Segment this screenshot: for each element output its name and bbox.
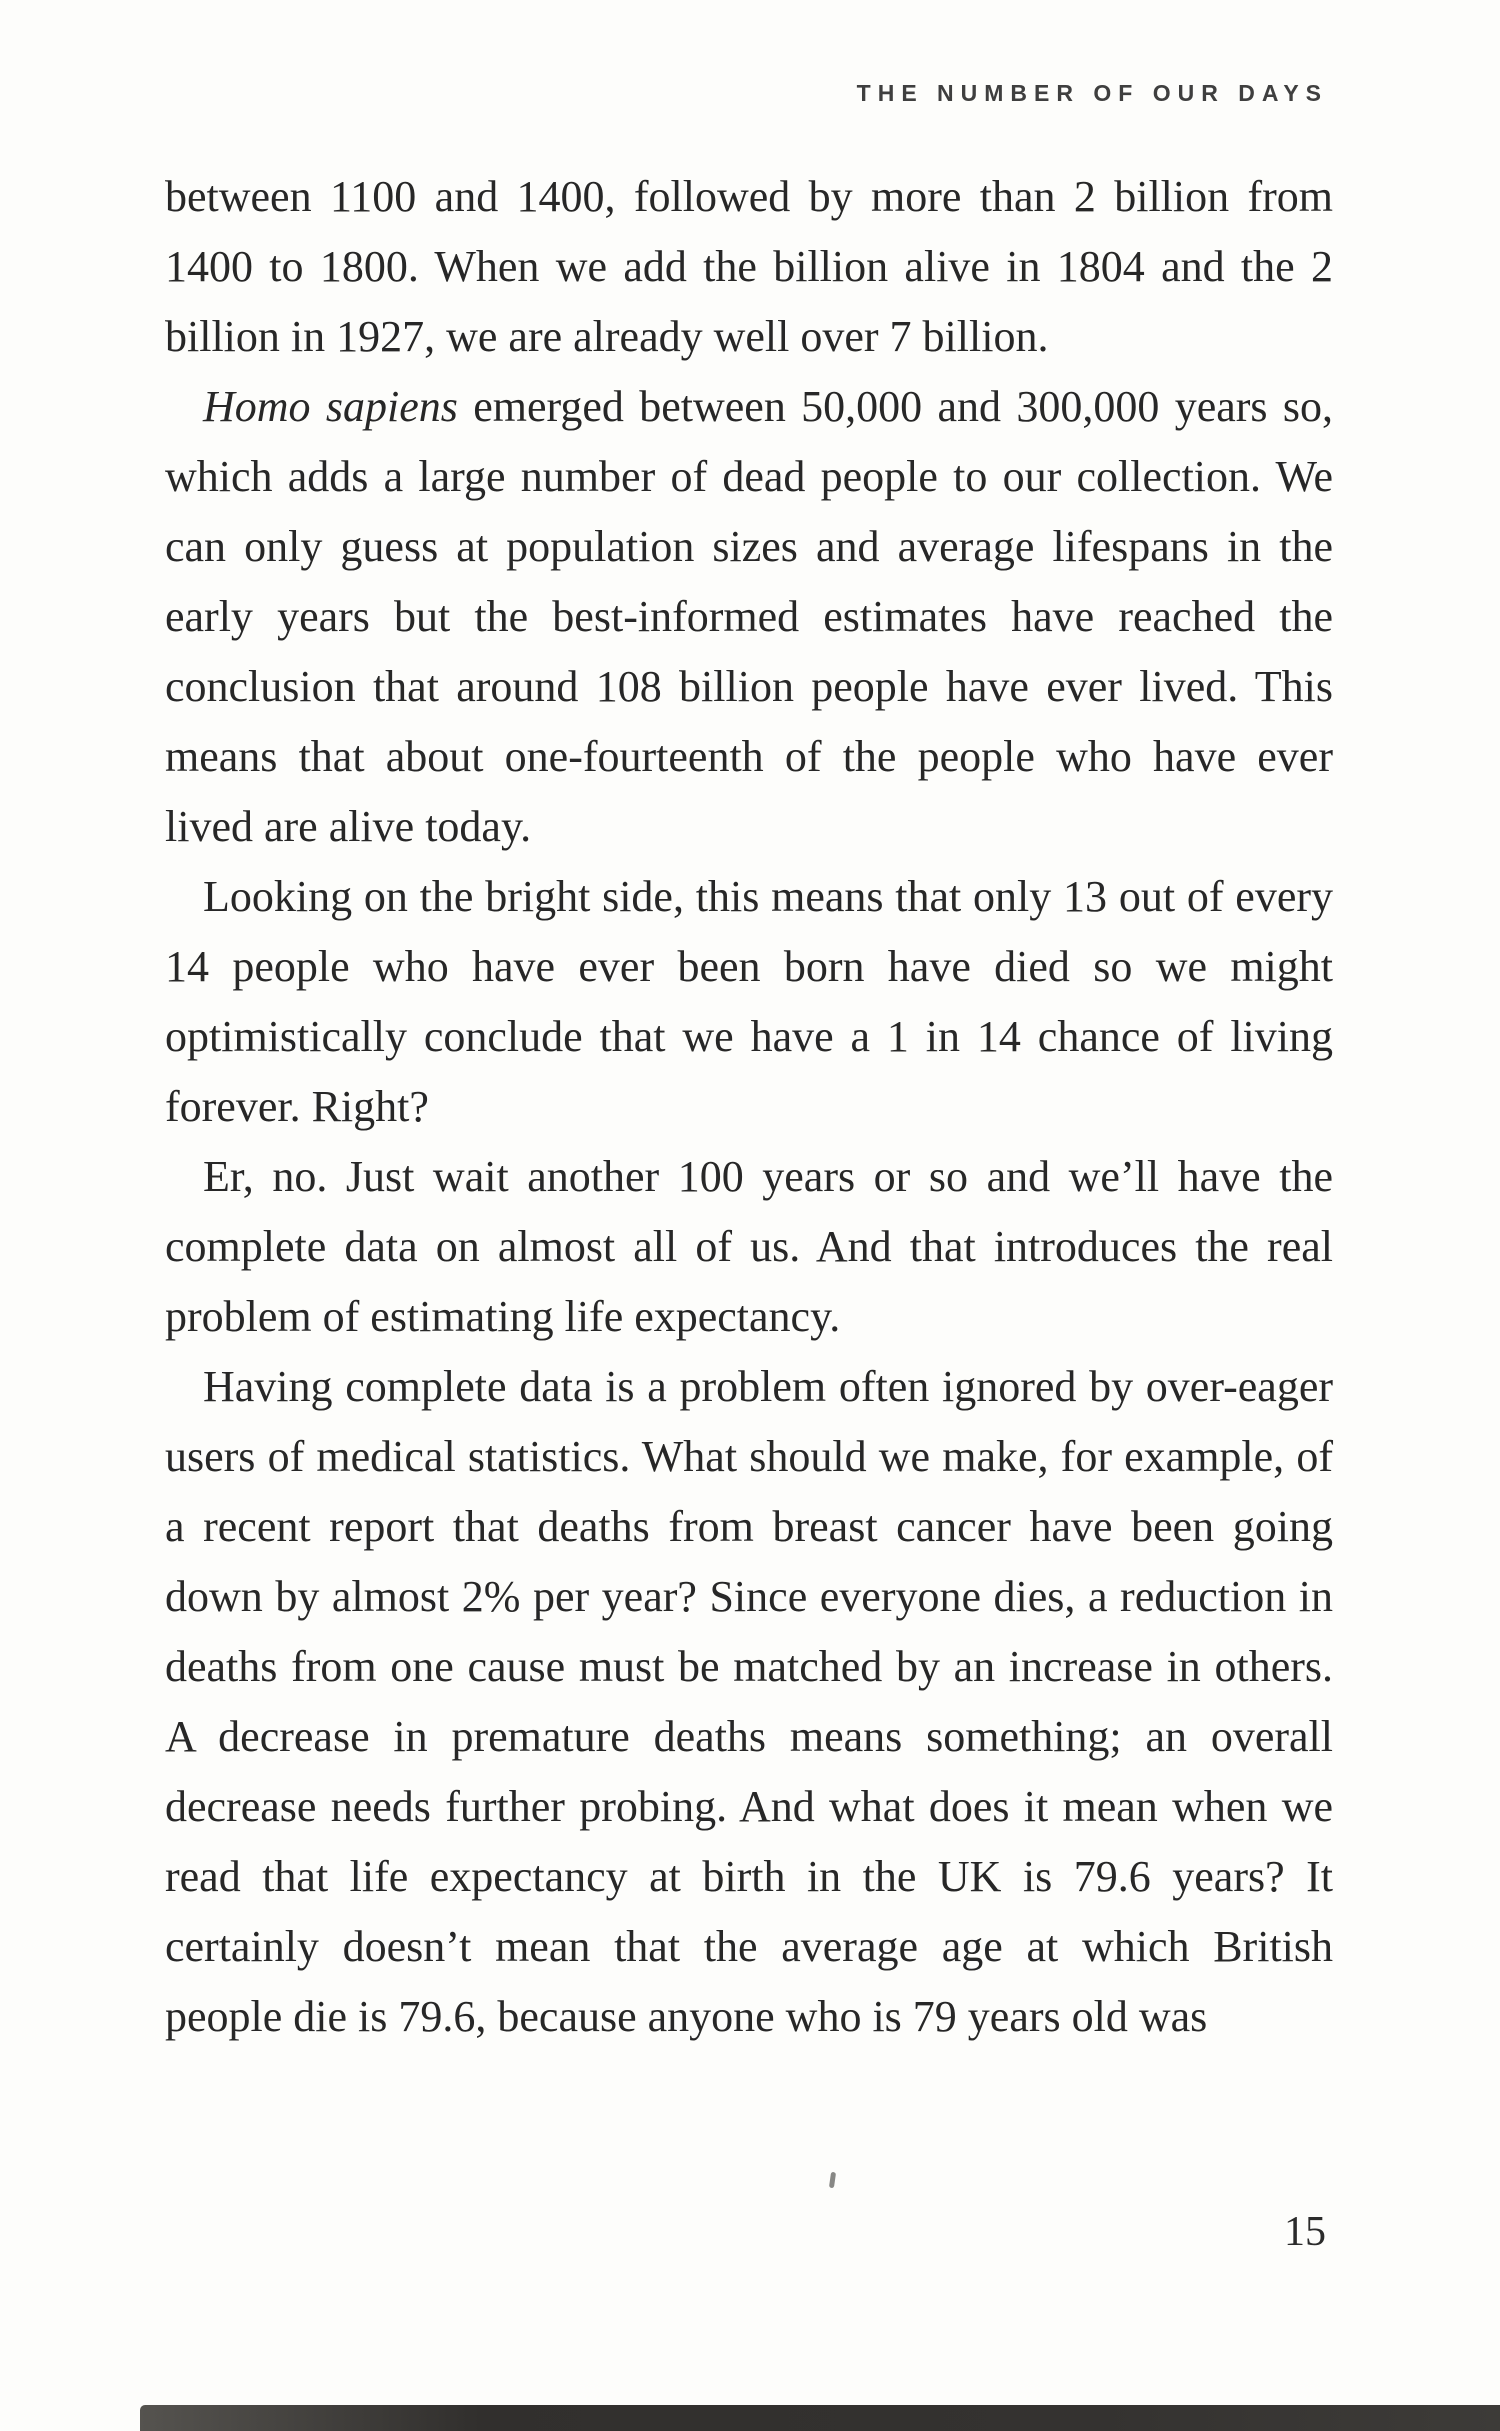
text-block xyxy=(165,162,1333,2052)
text-segment: emerged between 50,000 and 300,000 years so, which adds a large number of dead people to our collection. We can only guess at population sizes and average lifespans in the early years but the best-informed estimates have reached the conclusion that around 108 billion people have ever lived. This means that about one-fourteenth of the people who have ever lived are alive today. xyxy=(165,382,1333,851)
scan-artifact xyxy=(829,2172,836,2189)
page-number: 15 xyxy=(1284,2209,1326,2255)
paragraph xyxy=(165,1142,1333,1352)
paragraph xyxy=(165,1352,1333,2052)
paragraph xyxy=(165,162,1333,372)
running-header: THE NUMBER OF OUR DAYS xyxy=(856,80,1328,106)
italic-text-segment: Homo sapiens xyxy=(203,382,458,431)
page-bottom-scan-edge xyxy=(140,2405,1500,2431)
text-segment: between 1100 and 1400, followed by more than 2 billion from 1400 to 1800. When we add the billion alive in 1804 and the 2 billion in 1927, we are already well over 7 billion. xyxy=(165,172,1333,361)
paragraph xyxy=(165,372,1333,862)
text-segment: Er, no. Just wait another 100 years or so and we’ll have the complete data on almost all of us. And that introduces the real problem of estimating life expectancy. xyxy=(165,1152,1333,1341)
paragraph xyxy=(165,862,1333,1142)
text-segment: Looking on the bright side, this means that only 13 out of every 14 people who have ever been born have died so we might optimistically conclude that we have a 1 in 14 chance of living forever. Right? xyxy=(165,872,1333,1131)
text-segment: Having complete data is a problem often ignored by over-eager users of medical statistics. What should we make, for example, of a recent report that deaths from breast cancer have been going down by almost 2% per year? Since everyone dies, a reduction in deaths from one cause must be matched by an increase in others. A decrease in premature deaths means something; an overall decrease needs further probing. And what does it mean when we read that life expectancy at birth in the UK is 79.6 years? It certainly doesn’t mean that the average age at which British people die is 79.6, because anyone who is 79 years old was xyxy=(165,1362,1333,2041)
